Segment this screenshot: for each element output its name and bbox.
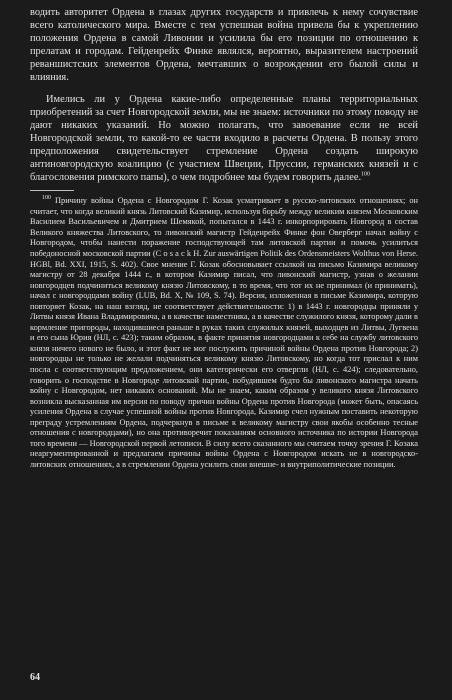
footnote (30, 196, 418, 470)
page-number: 64 (30, 672, 40, 683)
paragraph-2-text: Имелись ли у Ордена какие-либо определенные планы территориальных приобретений за счет Новгородской земли, мы не знаем: источники по этому поводу не дают никаких указаний. Но можно полагать, что завоевание если не всей Новгородской земли, то какой-то ее части входило в расчеты Ордена. В пользу этого предположения свидетельствует стремление Ордена создать широкую антиновгородскую коалицию (с участием Швеции, Пруссии, германских князей и с благословения римского папы), о чем подробнее мы будем говорить далее. (30, 93, 418, 184)
footnote-marker: 100 (361, 171, 371, 178)
paragraph-1: водить авторитет Ордена в глазах других государств и привлечь к нему сочувствие всего католического мира. Вместе с тем успешная война привела бы к укреплению положения Ордена в самой Ливонии и усилила бы его позиции по отношению к прелатам и городам. Гейденрейх Финке являлся, вероятно, выразителем настроений реваншистских элементов Ордена, мечтавших о возрождении его былой силы и влияния. (30, 7, 418, 84)
main-text (30, 6, 418, 184)
footnote-number: 100 (42, 195, 51, 202)
footnote-text: Причину войны Ордена с Новгородом Г. Козак усматривает в русско-литовских отношениях; он считает, что когда великий князь Литовский Казимир, используя борьбу между великим князем Московским Василием Васильевичем и Дмитрием Шемякой, попытался в 1443 г. инкорпорировать Новгород в состав Великого княжества Литовского, то ливонский магистр Гейденрейх Финке фон Оверберг начал войну с Новгородом, чтобы нанести поражение господствующей там литовской партии и помочь усилиться победоносной московской партии (C o s a c k H. Zur auswärtigen Politik des Ordensmeisters Wolthus von Herse. HGBl, Bd. XXI, 1915, S. 402). Свое мнение Г. Козак обосновывает ссылкой на письмо Казимира великому магистру от 28 декабря 1444 г., в котором Казимир писал, что ливонский магистр, узнав о желании новгородцев подчиниться великому князю Литовскому, в то время, что тот их не принимал (и принимать), начал с новгородцами войну (LUB, Bd. X, № 109, S. 74). Версия, изложенная в письме Казимира, которую повторяет Козак, на наш взгляд, не соответствует действительности: 1) в 1443 г. новгородцы приняли у Литвы князя Ивана Владимировича, а в качестве наместника, а в качестве служилого князя, которому дали в кормление пригороды, находившиеся раньше в руках таких служилых князей, выходцев из Литвы, Лугвена и его сына Юрия (НЛ, с. 423); таким образом, в факте принятия новгородцами к себе на службу литовского князя ничего нового не было, и этот факт не мог послужить причиной войны Ордена против Новгорода; 2) новгородцы не только не желали подчиняться великому князю Литовскому, но когда тот прислал к ним посла с соответствующим предложением, они категорически его отвергли (НЛ, с. 424); следовательно, говорить о господстве в Новгороде литовской партии, побудившем будто бы ливонского магистра начать войну с Новгородом, нет никаких оснований. Мы не знаем, каким образом у великого князя Литовского возникла высказанная им версия по поводу причин войны Ордена против Новгорода (может быть, опасаясь усиления Ордена в случае успешной войны против Новгорода, Казимир счел нужным поставить некоторую преграду устремлениям Ордена, подчеркнув в письме к великому магистру свои якобы особенно тесные отношения с новгородцами), но она противоречит показаниям основного источника по истории Новгорода того времени — Новгородской первой летописи. В силу всего сказанного мы считаем точку зрения Г. Козака неаргументированной и предлагаем причины войны Ордена с Новгородом искать не в новгородско-литовских отношениях, а в стремлении Ордена усилить свои внешне- и внутриполитические позиции. (30, 196, 419, 469)
footnote-100 (30, 196, 418, 470)
footnote-divider (30, 190, 74, 191)
paragraph-2 (30, 93, 418, 185)
